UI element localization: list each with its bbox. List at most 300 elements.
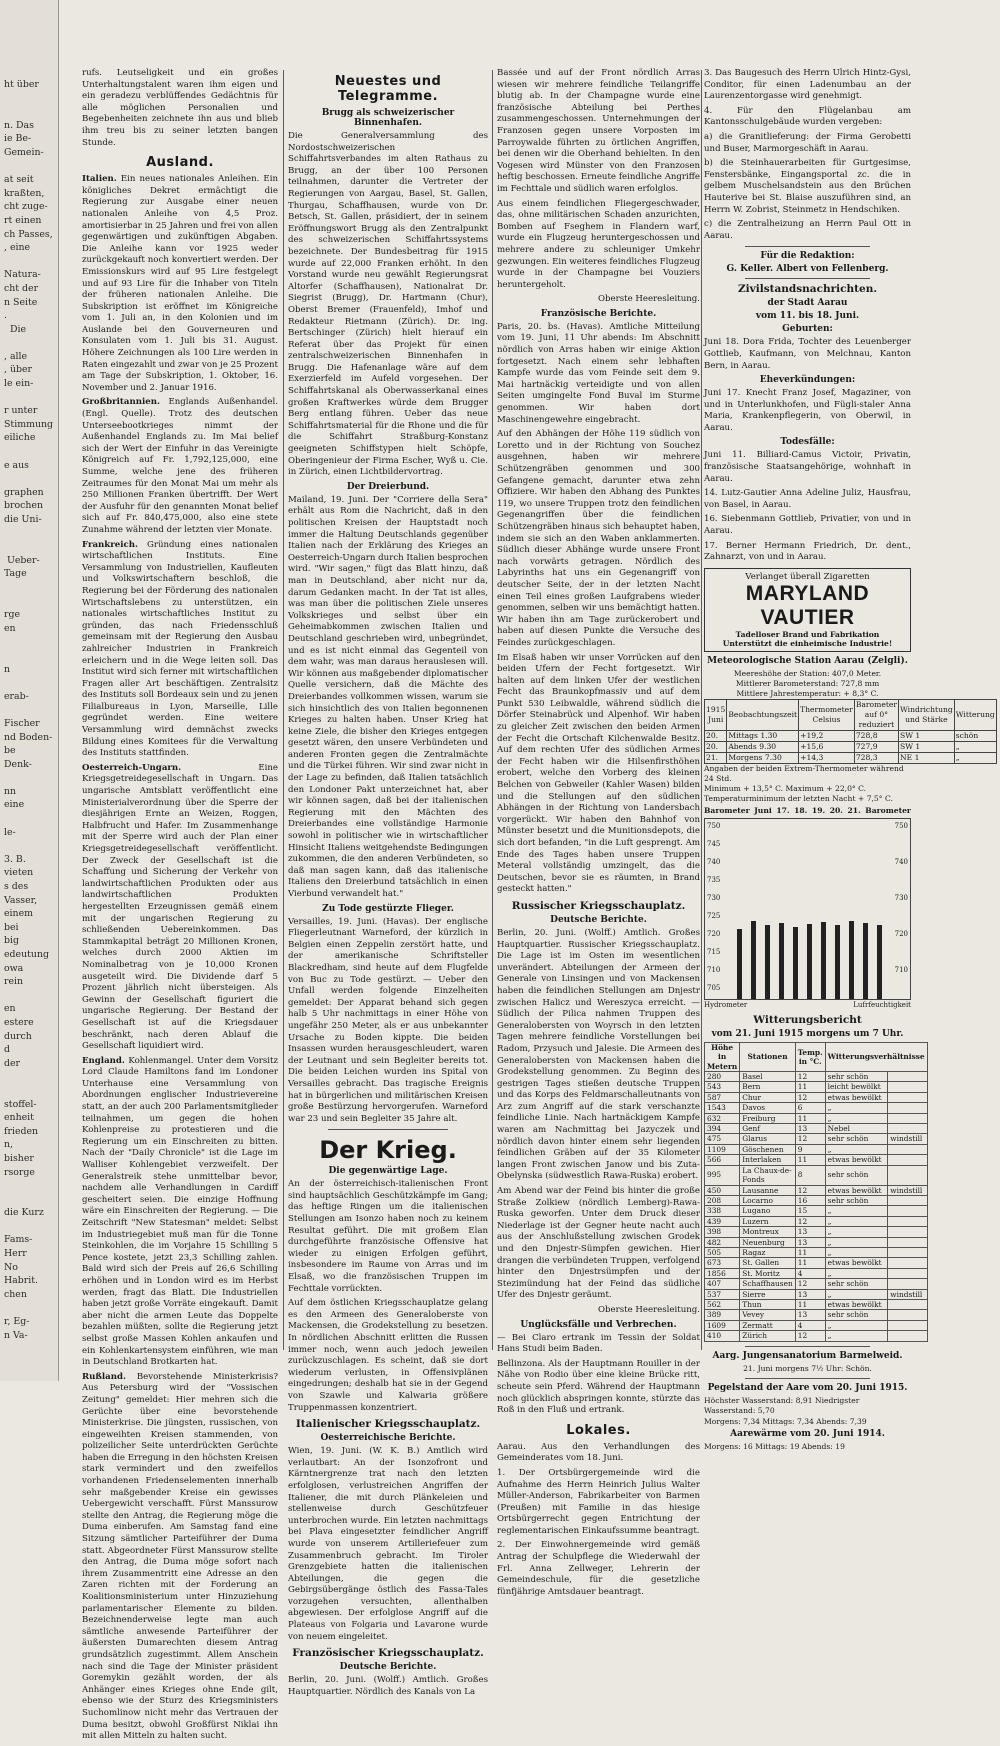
article-aarau-1: 1. Der Ortsbürgergemeinde wird die Aufnahme des Herrn Heinrich Julius Walter Müller-Anderson, Fabrikarbeiter von Barmen (Preußen) mit Familie in das hiesige Ortsbürgerrecht gegen Entrichtung der reglementarischen Einkaufssumme beantragt. [497, 1467, 700, 1536]
met-info: Mittlere Jahrestemperatur: + 8,3° C. [736, 688, 879, 698]
weather-cell [888, 1082, 927, 1092]
redaktion-names: G. Keller. Albert von Fellenberg. [726, 264, 889, 275]
baro-tick: 745 [707, 839, 721, 848]
weather-cell: „ [825, 1113, 888, 1123]
births-entry: Juni 18. Dora Frida, Tochter des Leuenberger Gottlieb, Kaufmann, von Melchnau, Kanton Bern, in Aarau. [704, 337, 911, 371]
article-oesterreich [82, 763, 278, 1053]
weather-cell [888, 1072, 927, 1082]
weather-cell: sehr schön [825, 1195, 888, 1205]
article-body: Kohlenmangel. Unter dem Vorsitz Lord Claude Hamiltons fand im Londoner Unterhause eine Versammlung von Abordnungen englischer Industrievereine statt, an der auch 200 Parlamentsmitglieder teilnahmen, um gegen die hohen Kohlenpreise zu protestieren und die Regierung um ein Einschreiten zu bitten. Nach der "Daily Chronicle" ist die Lage im Walliser Kohlengebiet verzweifelt. Der Generalstreik stehe unmittelbar bevor, nachdem alle Verhandlungen in Cardiff gescheitert seien. Die einzige Hoffnung wäre ein Einschreiten der Regierung. — Die Zeitschrift "New Statesman" meldet: Selbst im Industriegebiet muß man für die Tonne Steinkohlen, die im Vorjahre 15 Schilling 5 Pence kostete, jetzt 23,3 Schilling zahlen. Bald wird sich der Preis auf 26,6 Schilling erhöhen und in London wird es im Herbst werden, fragt das Blatt. Die Industriellen haben jetzt große Vorräte eingekauft. Damit aber nicht die armen Leute das Doppelte bezahlen müßten, sollte die Regierung jetzt selbst große Massen Kohlen ankaufen und ein Kohlenkartensystem einführen, wie man in Deutschland Brotkarten hat. [82, 1055, 278, 1368]
article-italien [82, 174, 278, 394]
weather-cell [888, 1310, 927, 1320]
article-lead: Oesterreich-Ungarn. [82, 762, 182, 773]
weather-cell: Lausanne [740, 1185, 795, 1195]
weather-cell: Göschenen [740, 1144, 795, 1154]
baro-day: 21. [847, 805, 861, 815]
met-cell: Morgens 7.30 [727, 752, 799, 763]
weather-cell: windstill [888, 1289, 927, 1299]
baro-tick: 715 [707, 947, 721, 956]
weather-cell: 13 [795, 1237, 825, 1247]
weather-row [705, 1310, 928, 1320]
weather-cell: 407 [705, 1279, 740, 1289]
weather-cell: Sierre [740, 1289, 795, 1299]
weather-cell [888, 1155, 927, 1165]
death-entry: 14. Lutz-Gautier Anna Adeline Juliz, Hausfrau, von Basel, in Aarau. [704, 488, 911, 510]
article-lead: Frankreich. [82, 539, 138, 550]
met-info: Meereshöhe der Station: 407,0 Meter. [733, 668, 882, 678]
weather-cell: 389 [705, 1310, 740, 1320]
baro-label: Barometer [865, 805, 911, 815]
met-cell: 728,3 [854, 752, 898, 763]
weather-cell [888, 1279, 927, 1289]
baro-tick: 705 [707, 983, 721, 992]
met-cell: SW 1 [899, 741, 955, 752]
met-cell: Mittags 1.30 [727, 730, 799, 741]
baro-tick: 720 [894, 929, 908, 938]
weather-cell: „ [825, 1206, 888, 1216]
subheading-dreierbund: Der Dreierbund. [346, 481, 430, 492]
weather-cell: 1609 [705, 1320, 740, 1330]
column-rule [283, 70, 284, 1350]
baro-bar [849, 921, 854, 999]
weather-row [705, 1134, 928, 1144]
weather-cell: 15 [795, 1206, 825, 1216]
signature: Oberste Heeresleitung. [597, 1304, 700, 1315]
heading-accidents: Unglücksfälle und Verbrechen. [520, 1319, 677, 1330]
subheading-stadt-aarau: der Stadt Aarau [767, 298, 848, 309]
baro-bar [877, 925, 882, 999]
baro-bar [863, 923, 868, 999]
weather-cell: Interlaken [740, 1155, 795, 1165]
met-cell: +14,3 [799, 752, 855, 763]
heading-zivilstand: Zivilstandsnachrichten. [737, 283, 878, 296]
baro-tick: 730 [894, 893, 908, 902]
baro-bar [765, 925, 770, 999]
weather-cell: 13 [795, 1310, 825, 1320]
weather-cell: 13 [795, 1289, 825, 1299]
weather-cell: 8 [795, 1165, 825, 1185]
weather-cell [888, 1113, 927, 1123]
baro-day: 17. [776, 805, 790, 815]
weather-cell: 398 [705, 1227, 740, 1237]
weather-row [705, 1258, 928, 1268]
column-rule [492, 70, 493, 1350]
met-cell: 20. [705, 730, 727, 741]
article-dreierbund: Mailand, 19. Juni. Der "Corriere della Sera" erhält aus Rom die Nachricht, daß in den politischen Kreisen der Hauptstadt noch immer die Haltung Deutschlands gegenüber Italien nach der Erklärung des Krieges an Oesterreich-Ungarn durch Italien besprochen wird. "Wir sagen," fügt das Blatt hinzu, daß man in Deutschland, aber nicht nur da, darum Gedanken macht. In der Tat ist alles, was man über die politischen Ziele unseres Volkskrieges und selbst über ein Geheimabkommen zwischen Italien und Deutschland geschrieben wird, unbegründet, und es ist nicht einmal das Gegenteil von dem wahr, was man daraus herauslesen will. Wir können aus maßgebender diplomatischer Quelle versichern, daß die Mächte des Dreierbandes vollkommen wissen, warum sie sich hinsichtlich des von Italien begonnenen Krieges zu halten haben. Unser Krieg hat keine Ziele, die bisher den Krieges entgegen gesetzt wären, den unsere Verbündeten und anderen Fronten gegen die Zentralmächte und die Türkei führen. Wir sind zwar nicht in der Lage zu befinden, daß Italien tatsächlich den Londoner Pakt unterzeichnet hat, aber wir können sagen, daß bei der italienischen Regierung mit den Mächten des Dreierbandes eine vollständige Harmonie sowohl in politischer wie in wirtschaftlicher Hinsicht Italiens weitgehendste Bedingungen zukommen, die den anderen Verbündeten, so daß man sagen kann, daß das italienische Italiens den Dreierbund tatsächlich in einen Vierbund verwandelt hat." [288, 494, 488, 899]
column-rule [701, 70, 702, 1350]
baro-bar [835, 925, 840, 999]
divider [328, 1129, 448, 1130]
cigarette-advertisement [704, 568, 911, 652]
weather-cell: 12 [795, 1185, 825, 1195]
marriages-heading: Eheverkündungen: [759, 375, 856, 386]
weather-row [705, 1144, 928, 1154]
weather-row [705, 1195, 928, 1205]
weather-cell: Ragaz [740, 1247, 795, 1257]
met-cell: 728,8 [854, 730, 898, 741]
sanatorium-line: 21. Juni morgens 7½ Uhr: Schön. [743, 1363, 872, 1373]
met-title: Meteorologische Station Aarau (Zelgli). [707, 655, 908, 666]
weather-cell [888, 1258, 927, 1268]
article-russland [82, 1372, 278, 1743]
weather-header: Temp. in °C. [795, 1042, 825, 1071]
weather-cell: sehr schön [825, 1072, 888, 1082]
sanatorium-title: Aarg. Jungensanatorium Barmelweid. [712, 1350, 903, 1361]
met-header: Thermometer Celsius [799, 699, 855, 730]
weather-cell: 13 [795, 1227, 825, 1237]
weather-cell: „ [825, 1237, 888, 1247]
weather-cell: etwas bewölkt [825, 1185, 888, 1195]
weather-cell: etwas bewölkt [825, 1155, 888, 1165]
weather-rows [705, 1072, 928, 1342]
weather-cell: 11 [795, 1082, 825, 1092]
weather-cell: 673 [705, 1258, 740, 1268]
article-zolkiew: Am Abend war der Feind bis hinter die große Straße Zolkiew (nördlich Lemberg)-Rawa-Ruska geworfen. Unter dem Druck dieser Niederlage ist der Gegner heute nacht auch aus der Anschlußstellung zwischen Grodek und den Dnjestr-Sümpfen gewichen. Hier drangen die verbündeten Truppen, verfolgend hinter den Dnjestrsümpfen und der Stezimündung hat der Feind das südliche Ufer des Dnjestr geräumt. [497, 1186, 700, 1301]
met-cell: 20. [705, 741, 727, 752]
article-elsass: Im Elsaß haben wir unser Vorrücken auf den beiden Ufern der Fecht fortgesetzt. Wir halten auf dem linken Ufer der westlichen Fecht das Braunkopfmassiv und auf dem Punkt 530 Leibwaldle, während südlich die Dörfer Steinabrück und Alpenhof. Wir haben zu gleicher Zeit zwischen den beiden Armen der Fecht die Ortschaft Kilchenwalde Besitz. Auf dem rechten Ufer des südlichen Armes der Fecht haben wir die Hilsenfirsthöhen erobert, welche den Vorberg des kleinen Belchen von Gebweiler (Kahler Wasen) bilden und die Stellungen auf den südlichen Abhängen in der Richtung von Landersbach vorgerückt. Wir haben den Bahnhof von Münster besetzt und die Munitionsdepots, die sich dort befanden, "in die Luft gesprengt. Am Ende des Tages haben unsere Truppen Meteral vollständig umzingelt, das die Deutschen, bevor sie es räumten, in Brand gesteckt hatten." [497, 652, 700, 895]
weather-cell: 338 [705, 1206, 740, 1216]
weather-cell: sehr schön [825, 1310, 888, 1320]
weather-cell: 11 [795, 1155, 825, 1165]
article-england [82, 1056, 278, 1369]
section-heading-ausland: Ausland. [146, 155, 214, 171]
weather-cell [888, 1247, 927, 1257]
weather-row [705, 1155, 928, 1165]
weather-cell: 11 [795, 1113, 825, 1123]
item-4: 4. Für den Flügelanbau am Kantonsschulgebäude wurden vergeben: [704, 105, 911, 128]
weather-cell: St. Gallen [740, 1258, 795, 1268]
weather-cell: sehr schön [825, 1165, 888, 1185]
article-aarau-2: 2. Der Einwohnergemeinde wird gemäß Antrag der Schulpflege die Wiederwahl der Frl. Anna Zellweger, Lehrerin der Gemeindeschule, für die gesetzliche fünfjährige Amtsdauer beantragt. [497, 1540, 700, 1597]
weather-cell: Vevey [740, 1310, 795, 1320]
item-3: 3. Das Baugesuch des Herrn Ulrich Hintz-Gysi, Conditor, für einen Ladenumbau an der Laurenzentorgasse wird genehmigt. [704, 68, 911, 102]
heading-french-front: Französischer Kriegsschauplatz. [292, 1647, 484, 1660]
weather-cell: sehr schön [825, 1279, 888, 1289]
met-note: Minimum + 13,5° C. Maximum + 22,0° C. [704, 783, 867, 793]
weather-cell: Chur [740, 1092, 795, 1102]
weather-cell: 4 [795, 1320, 825, 1330]
baro-tick: 735 [707, 875, 721, 884]
weather-cell: „ [825, 1331, 888, 1341]
article-body: Bevorstehende Ministerkrisis? Aus Petersburg wird der "Vossischen Zeitung" gemeldet: Hier mehren sich die Gerüchte über eine bevorstehende Ministerkrise. Die jüngsten, russischen, von eingeweihten Kreisen stammenden, von polizeilicher Seite unterdrückten Gerüchte haben die Erregung in den höchsten Kreisen stark vermindert und den zweifellos vorhandenen Friedenselementen innerhalb sehr maßgebender Kreise ein gewisses Uebergewicht verschafft. Fürst Manssurow stellte den Antrag, die Regierung möge die Duma einberufen. Am Samstag fand eine Sitzung sämtlicher Parteiführer der Duma statt. Abgeordneter Fürst Manssurow stellte den Antrag, die Duma möge sofort nach ihrem Zusammentritt eine Adresse an den Zaren richten mit der Forderung an Koalitionsministerium unter Hinzuziehung parlamentarischer Elemente zu bilden. Bezeichnenderweise legte man auch sämtliche anwesende Parteiführer der äußersten Dumarechten diesem Antrag grundsätzlich zugestimmt. Allem Anschein nach sind die Tage der Minister präsident Goremykin gezählt worden, der als Anhänger eines Krieges ohne Ende gilt, ebenso wie der Sturz des Kriegsministers Suchomlinow nicht mehr das Vertrauen der Duma besitzt, obwohl Großfürst Niklai ihn mit allen Mitteln zu halten sucht. [82, 1371, 278, 1742]
weather-cell: 16 [795, 1195, 825, 1205]
article-frankreich [82, 540, 278, 760]
divider [745, 1378, 869, 1379]
column-1 [82, 68, 278, 1746]
ad-line: Tadelloser Brand und Fabrikation [735, 629, 880, 639]
weather-cell [888, 1331, 927, 1341]
weather-cell [888, 1092, 927, 1102]
weather-cell: leicht bewölkt [825, 1082, 888, 1092]
baro-tick: 750 [707, 821, 721, 830]
weather-cell [888, 1268, 927, 1278]
weather-cell: 562 [705, 1299, 740, 1309]
weather-cell: 394 [705, 1124, 740, 1134]
weather-cell: Bern [740, 1082, 795, 1092]
weather-row [705, 1092, 928, 1102]
aare-line: Morgens: 16 Mittags: 19 Abends: 19 [704, 1441, 845, 1451]
met-cell: 21. [705, 752, 727, 763]
baro-bar [821, 922, 826, 999]
weather-cell: Locarno [740, 1195, 795, 1205]
subheading-austrian-reports: Oesterreichische Berichte. [320, 1433, 456, 1444]
article-grossbritannien [82, 397, 278, 536]
weather-row [705, 1289, 928, 1299]
ad-line: Unterstützt die einheimische Industrie! [722, 638, 893, 648]
weather-row [705, 1185, 928, 1195]
weather-cell: 410 [705, 1331, 740, 1341]
met-header: Barometer auf 0° reduziert [855, 699, 897, 729]
ad-brand: MARYLAND VAUTIER [745, 581, 870, 629]
weather-row [705, 1082, 928, 1092]
weather-cell [888, 1195, 927, 1205]
item-4a: a) die Granitlieferung: der Firma Gerobetti und Buser, Marmorgeschäft in Aarau. [704, 131, 911, 154]
weather-cell: 439 [705, 1216, 740, 1226]
weather-cell: 13 [795, 1124, 825, 1134]
ad-top-line: Verlanget überall Zigaretten [745, 571, 870, 582]
subheading-french-reports: Französische Berichte. [540, 308, 657, 319]
article-aarau: Aarau. Aus den Verhandlungen des Gemeinderates vom 18. Juni. [497, 1441, 700, 1464]
weather-cell: 12 [795, 1134, 825, 1144]
weather-cell: „ [825, 1320, 888, 1330]
subheading-german-reports: Deutsche Berichte. [339, 1662, 437, 1673]
death-entry: Juni 11. Billiard-Camus Victoir, Privatin, französische Staatsangehörige, wohnhaft in Aarau. [704, 450, 911, 484]
weather-cell: windstill [888, 1185, 927, 1195]
weather-cell: 12 [795, 1092, 825, 1102]
weather-cell: 587 [705, 1092, 740, 1102]
weather-cell: Neuenburg [740, 1237, 795, 1247]
weather-header: Höhe in Metern [705, 1042, 740, 1071]
baro-day: 18. [794, 805, 808, 815]
weather-cell: 1543 [705, 1103, 740, 1113]
weather-cell: „ [825, 1216, 888, 1226]
baro-day: 20. [829, 805, 843, 815]
baro-label: Barometer [704, 805, 750, 815]
met-cell: NE 1 [899, 752, 955, 763]
article-body: Gründung eines nationalen wirtschaftlichen Instituts. Eine Versammlung von Industriellen, Kaufleuten und Volkswirtschaftern beschloß, die Regierung bei der Förderung des nationalen Wirtschaftslebens zu unterstützen, ein nationales wirtschaftliches Institut zu gründen, das nach Friedensschluß gemeinsam mit der Regierung den Ausbau zahlreicher Industrien in Frankreich erleichern und in die Wege leiten soll. Das Institut wird sich ferner mit wirtschaftlichen Fragen aller Art beschäftigen. Zentralsitz des Instituts soll Bordeaux sein und zu jenen Filialbureaus in Lyon, Marseille, Lille gegründet werden. Eine weitere Versammlung wird demnächst zwecks Bildung eines Komitees für die Verwaltung des Instituts stattfinden. [82, 539, 278, 759]
fold-text: ht über n. Das ie Be- Gemein- at seit kraßten, cht zuge- rt einen ch Passes, , eine Natura- cht der n Seite . Die , alle , über le ein- r unter Stimmung eiliche e aus graphen brochen die Uni- Ueber- Tage rge en n erab- Fischer nd Boden- be Denk- nn eine le- 3. B. vieten s des Vasser, einem bei big edeutung owa rein en estere durch d der stoffel- enheit frieden n, bisher rsorge die Kurz Fams- Herr No Habrit. chen r, Eg- n Va- [4, 79, 54, 1341]
baro-tick: 720 [707, 929, 721, 938]
met-cell: „ [954, 741, 996, 752]
weather-cell [888, 1237, 927, 1247]
weather-row [705, 1227, 928, 1237]
weather-cell: Montreux [740, 1227, 795, 1237]
weather-cell: St. Moritz [740, 1268, 795, 1278]
heading-russian-front: Russischer Kriegsschauplatz. [511, 899, 686, 912]
baro-bar [751, 921, 756, 999]
weather-cell: Basel [740, 1072, 795, 1082]
folded-left-page-edge [0, 0, 59, 1381]
column-3 [497, 68, 700, 1601]
divider [745, 1346, 869, 1347]
article-paris: Paris, 20. bs. (Havas). Amtliche Mitteilung vom 19. Juni, 11 Uhr abends: Im Abschnitt nördlich von Arras haben wir einige Aktion fortgesetzt. Nach einem sehr lebhaften Kampfe wurde das vom Feinde seit dem 9. Mai hartnäckig verteidigte und von allen Seiten umgingelte Fond Buval im Sturme genommen. Wir haben dort Maschinengewehre eingebracht. [497, 321, 700, 425]
baro-tick: 730 [707, 893, 721, 902]
weather-cell: Genf [740, 1124, 795, 1134]
article-bassee: Bassée und auf der Front nördlich Arras wiesen wir mehrere feindliche Teilangriffe blutig ab. In der Champagne wurde eine französische Abteilung bei Perthes zusammengeschossen. Unternehmungen der Franzosen gegen unsere Vorposten im Parroywalde führten zu örtlichen Angriffen, bei denen wir die Oberhand behielten. In den Vogesen wird Münster von den Franzosen heftig beschossen. Erneute feindliche Angriffe im Fechttale und südlich waren erfolglos. [497, 68, 700, 194]
article-body: Ein neues nationales Anleihen. Ein königliches Dekret ermächtigt die Regierung zur Ausgabe einer neuen nationalen Anleihe von 4,5 Proz. amortisierbar in 25 Jahren und frei von allen gegenwärtigen und zukünftigen Abgaben. Die Anleihe kann vor 1925 weder zurückgekauft noch konvertiert werden. Der Emissionskurs wird auf 95 Lire festgelegt und auf 93 Lire für die Inhaber von Titeln der früheren nationalen Anleihe. Die Subskription ist eröffnet im Königreiche vom 1. Juli an, in den Kolonien und im Auslande bei den Gouverneuren und Konsulaten vom 1. Juli bis 31. August. Höhere Zeichnungen als 100 Lire werden in Raten eingezahlt und zwar von je 25 Prozent am Tage der Subskription, 1. Oktober, 16. November und 2. Januar 1916. [82, 174, 278, 393]
met-row [705, 730, 997, 741]
hydrometer-label: Hydrometer [704, 1000, 748, 1009]
weather-row [705, 1331, 928, 1341]
weather-cell: Lugano [740, 1206, 795, 1216]
weather-cell [888, 1144, 927, 1154]
met-header: Windrichtung und Stärke [899, 699, 955, 730]
weather-cell: Thun [740, 1299, 795, 1309]
subheading-brugg: Brugg als schweizerischer Binnenhafen. [321, 108, 455, 128]
weather-row [705, 1216, 928, 1226]
met-row [705, 741, 997, 752]
section-heading-lokales: Lokales. [566, 1422, 631, 1438]
weather-cell: „ [825, 1268, 888, 1278]
baro-tick: 710 [707, 965, 721, 974]
weather-cell: 9 [795, 1144, 825, 1154]
baro-header [704, 806, 911, 816]
met-note: Temperaturminimum der letzten Nacht + 7,5° C. [704, 793, 893, 803]
article-lead: Großbritannien. [82, 397, 160, 408]
met-cell: „ [954, 752, 996, 763]
weather-row [705, 1165, 928, 1185]
baro-tick: 710 [894, 965, 908, 974]
death-entry: 17. Berner Hermann Friedrich, Dr. dent., Zahnarzt, von und in Aarau. [704, 540, 911, 563]
weather-cell: etwas bewölkt [825, 1258, 888, 1268]
weather-row [705, 1279, 928, 1289]
article-flieger-flandern: Aus einem feindlichen Fliegergeschwader, das, ohne militärischen Schaden anzurichten, Bomben auf Fseghem in Flandern warf, wurde ein Flugzeug heruntergeschossen und mehrere andere zu schleuniger Umkehr gezwungen. Ein weiteres feindliches Flugzeug wurde in der Champagne bei Vouziers heruntergeholt. [497, 198, 700, 290]
article-bellinzona: Bellinzona. Als der Hauptmann Rouiller in der Nähe von Rodio über eine kleine Brücke ritt, scheute sein Pferd. Während der Hauptmann noch glücklich abspringen konnte, stürzte das Roß in den Fluß und ertrank. [497, 1358, 700, 1416]
weather-cell: 208 [705, 1195, 740, 1205]
weather-cell [888, 1227, 927, 1237]
weather-row [705, 1072, 928, 1082]
barograph [704, 818, 911, 1000]
pegel-line: Morgens: 7,34 Mittags: 7,34 Abends: 7,39 [704, 1416, 867, 1426]
article-berlin-ost: Berlin, 20. Juni. (Wolff.) Amtlich. Großes Hauptquartier. Russischer Kriegsschauplatz. Die Lage ist im Osten im wesentlichen unverändert. Abteilungen der Armeen der Generale von Linsingen und von Mackensen haben die feindlichen Stellungen am Dnjestr zwischen Halicz und Wereszyca erreicht. — Südlich der Pilica nahmen Truppen des Generalobersten von Woyrsch in den letzten Tagen mehrere feindliche Vorstellungen bei Radom, Przysuch und Jalesie. Die Armeen des Generalobersten von Mackensen haben die Grodekstellung genommen. Zu Beginn des gestrigen Tages stießen deutsche Truppen und das Korps des Feldmarschalleutnants von Arz zum Angriff auf die stark verschanzte feindliche Linie. Nach hartnäckigem Kampfe waren am Nachmittag bei Jazyczek und nördlich davon hinter einem sehr liegenden feindlichen Gräben auf der 35 Kilometer langen Front zwischen Janow und bis Zuta-Obelynska (südwestlich Rawa-Ruska) erobert. [497, 927, 700, 1182]
weather-row [705, 1237, 928, 1247]
baro-bar [779, 923, 784, 999]
met-cell: +15,6 [799, 741, 855, 752]
baro-bar [737, 929, 742, 999]
met-table [704, 699, 997, 764]
met-header: Beobachtungszeit [727, 699, 799, 730]
weather-cell: 450 [705, 1185, 740, 1195]
deaths-heading: Todesfälle: [780, 437, 835, 448]
weather-cell [888, 1124, 927, 1134]
weather-cell: „ [825, 1247, 888, 1257]
weather-row [705, 1113, 928, 1123]
date-range: vom 11. bis 18. Juni. [755, 311, 860, 322]
article-lead: England. [82, 1055, 125, 1066]
weather-cell: 475 [705, 1134, 740, 1144]
weather-cell: 566 [705, 1155, 740, 1165]
weather-cell: 4 [795, 1268, 825, 1278]
article-berlin: Berlin, 20. Juni. (Wolff.) Amtlich. Großes Hauptquartier. Nördlich des Kanals von La [288, 1675, 488, 1697]
met-cell: 727,9 [854, 741, 898, 752]
weather-cell: etwas bewölkt [825, 1092, 888, 1102]
section-heading-krieg: Der Krieg. [319, 1136, 457, 1165]
article-flieger: Versailles, 19. Juni. (Havas). Der englische Fliegerleutnant Warneford, der kürzlich in Belgien einen Zeppelin zerstört hatte, und der amerikanische Schriftsteller Blackredham, sind heute auf dem Flugfelde von Buc zu Tode gestürzt. — Ueber den Unfall werden folgende Einzelheiten gemeldet: Der Apparat behand sich gegen halb 5 Uhr nachmittags in einer Höhe von ungefähr 250 Meter, als er aus unbekannter Ursache zu Boden kippte. Die beiden Insassen wurden herausgeschleudert, waren der Leutnant und sein Begleiter bereits tot. Die beiden Leichen wurden ins Spital von Versailles gebracht. Das tragische Ereignis hat in bürgerlichen und militärischen Kreisen große Bestürzung hervorgerufen. Warneford war 23 und sein Begleiter 35 Jahre alt. [288, 916, 488, 1124]
met-note: Angaben der beiden Extrem-Thermometer während 24 Std. [704, 763, 904, 783]
met-info: Mittlerer Barometerstand: 727,8 mm [735, 678, 880, 688]
weather-table [704, 1042, 928, 1342]
baro-footer [704, 1000, 911, 1010]
weather-cell: 11 [795, 1247, 825, 1257]
weather-cell [888, 1206, 927, 1216]
weather-report-date: vom 21. Juni 1915 morgens um 7 Uhr. [711, 1028, 904, 1039]
births-heading: Geburten: [782, 324, 833, 335]
meteorological-station [704, 655, 995, 1010]
met-header: Witterung [954, 699, 996, 730]
baro-tick: 750 [894, 821, 908, 830]
humidity-label: Lufrfeuchtigkeit [853, 1000, 911, 1009]
weather-cell: „ [825, 1289, 888, 1299]
weather-cell: 11 [795, 1299, 825, 1309]
weather-cell: 12 [795, 1279, 825, 1289]
baro-month: Juni [754, 805, 772, 815]
weather-cell: 632 [705, 1113, 740, 1123]
baro-tick: 725 [707, 911, 721, 920]
weather-cell: 995 [705, 1165, 740, 1185]
weather-cell: 11 [795, 1258, 825, 1268]
section-heading-neuestes: Neuestes und Telegramme. [334, 74, 442, 104]
weather-cell: 12 [795, 1072, 825, 1082]
weather-cell: Schaffhausen [740, 1279, 795, 1289]
weather-cell: 12 [795, 1331, 825, 1341]
weather-cell [888, 1320, 927, 1330]
weather-cell: La Chaux-de-Fonds [740, 1165, 795, 1185]
divider [745, 246, 869, 247]
heading-italian-front: Italienischer Kriegsschauplatz. [295, 1418, 481, 1431]
article-claro: — Bei Claro ertrank im Tessin der Soldat Hans Studi beim Baden. [497, 1332, 700, 1355]
divider [745, 278, 869, 279]
weather-row [705, 1103, 928, 1113]
weather-cell: Zürich [740, 1331, 795, 1341]
redaktion-label: Für die Redaktion: [760, 251, 855, 262]
weather-cell: Nebel [825, 1124, 888, 1134]
weather-cell [888, 1299, 927, 1309]
pegel-title: Pegelstand der Aare vom 20. Juni 1915. [707, 1382, 908, 1393]
baro-tick: 740 [707, 857, 721, 866]
weather-cell: Freiburg [740, 1113, 795, 1123]
intro-text: rufs. Leutseligkeit und ein großes Unterhaltungstalent waren ihm eigen und ein geradezu verblüffendes Gedächtnis für alle möglichen Personalien und Begebenheiten zeichnete ihn aus und blieb ihm treu bis zu seiner letzten bangen Stunde. [82, 68, 278, 148]
weather-cell: „ [825, 1227, 888, 1237]
weather-row [705, 1320, 928, 1330]
column-4 [704, 68, 995, 1453]
item-4c: c) die Zentralheizung an Herrn Paul Ott in Aarau. [704, 219, 911, 241]
weather-cell: 6 [795, 1103, 825, 1113]
subheading-lage: Die gegenwärtige Lage. [328, 1166, 448, 1177]
weather-row [705, 1268, 928, 1278]
weather-cell: „ [825, 1103, 888, 1113]
weather-row [705, 1299, 928, 1309]
weather-report-title: Witterungsbericht [753, 1013, 862, 1026]
weather-cell: Luzern [740, 1216, 795, 1226]
baro-day: 19. [811, 805, 826, 815]
weather-cell: windstill [888, 1134, 927, 1144]
signature: Oberste Heeresleitung. [597, 294, 700, 305]
weather-header: Stationen [740, 1042, 795, 1071]
weather-cell: 280 [705, 1072, 740, 1082]
article-lead: Rußland. [82, 1371, 127, 1382]
met-cell: SW 1 [899, 730, 955, 741]
column-2 [288, 68, 488, 1701]
weather-cell [888, 1216, 927, 1226]
weather-row [705, 1124, 928, 1134]
article-lage-2: Auf dem östlichen Kriegsschauplatze gelang es den Armeen des Generaloberste von Mackensen, die Grodekstellung zu besetzen. In nördlichen Abschnitt erlitten die Russen immer noch, wenn auch jedoch jeweilen zurückzuschlagen. Es scheint, daß sie dort wiederum verlusten, in Offensivplänen eingedrungen; deshalb hat sie in der Gegend von Szawle und Kalwaria größere Truppenmassen konzentriert. [288, 1298, 488, 1413]
article-body: Eine Kriegsgetreidegesellschaft in Ungarn. Das ungarische Amtsblatt veröffentlicht eine Ministerialverordnung über die Sperre der diesjährigen Ernte an Weizen, Roggen, Halbfrucht und Hafer. Im Zusammenhange mit der Sperre wird auch der Plan einer Kriegsgetreidegesellschaft veröffentlicht. Der Zweck der Gesellschaft ist die Schaffung und Sicherung der Verkehr von landwirtschaftlichen Produkten oder aus landwirtschaftlichen Produkten hergestellten Erzeugnissen gemäß einem mit der ungarischen Regierung zu schließenden Uebereinkommen. Das Stammkapital beträgt 20 Millionen Kronen, welches durch 2000 Aktien im Nominalbetrag von je 10,000 Kronen ausgeteilt wird. Die Dividende darf 5 Prozent jährlich nicht übersteigen. Als Gewinn der Gesellschaft figuriert die ungarische Regierung. Der Bestand der Gesellschaft ist auf die Kriegsdauer beschränkt, nach deren Ablauf die Gesellschaft liquidiert wird. [82, 762, 278, 1052]
weather-cell: etwas bewölkt [825, 1299, 888, 1309]
weather-header: Witterungsverhältnisse [825, 1042, 927, 1071]
subheading-flieger: Zu Tode gestürzte Flieger. [322, 903, 454, 914]
subheading-german-reports: Deutsche Berichte. [550, 914, 647, 925]
met-cell: Abends 9.30 [727, 741, 799, 752]
